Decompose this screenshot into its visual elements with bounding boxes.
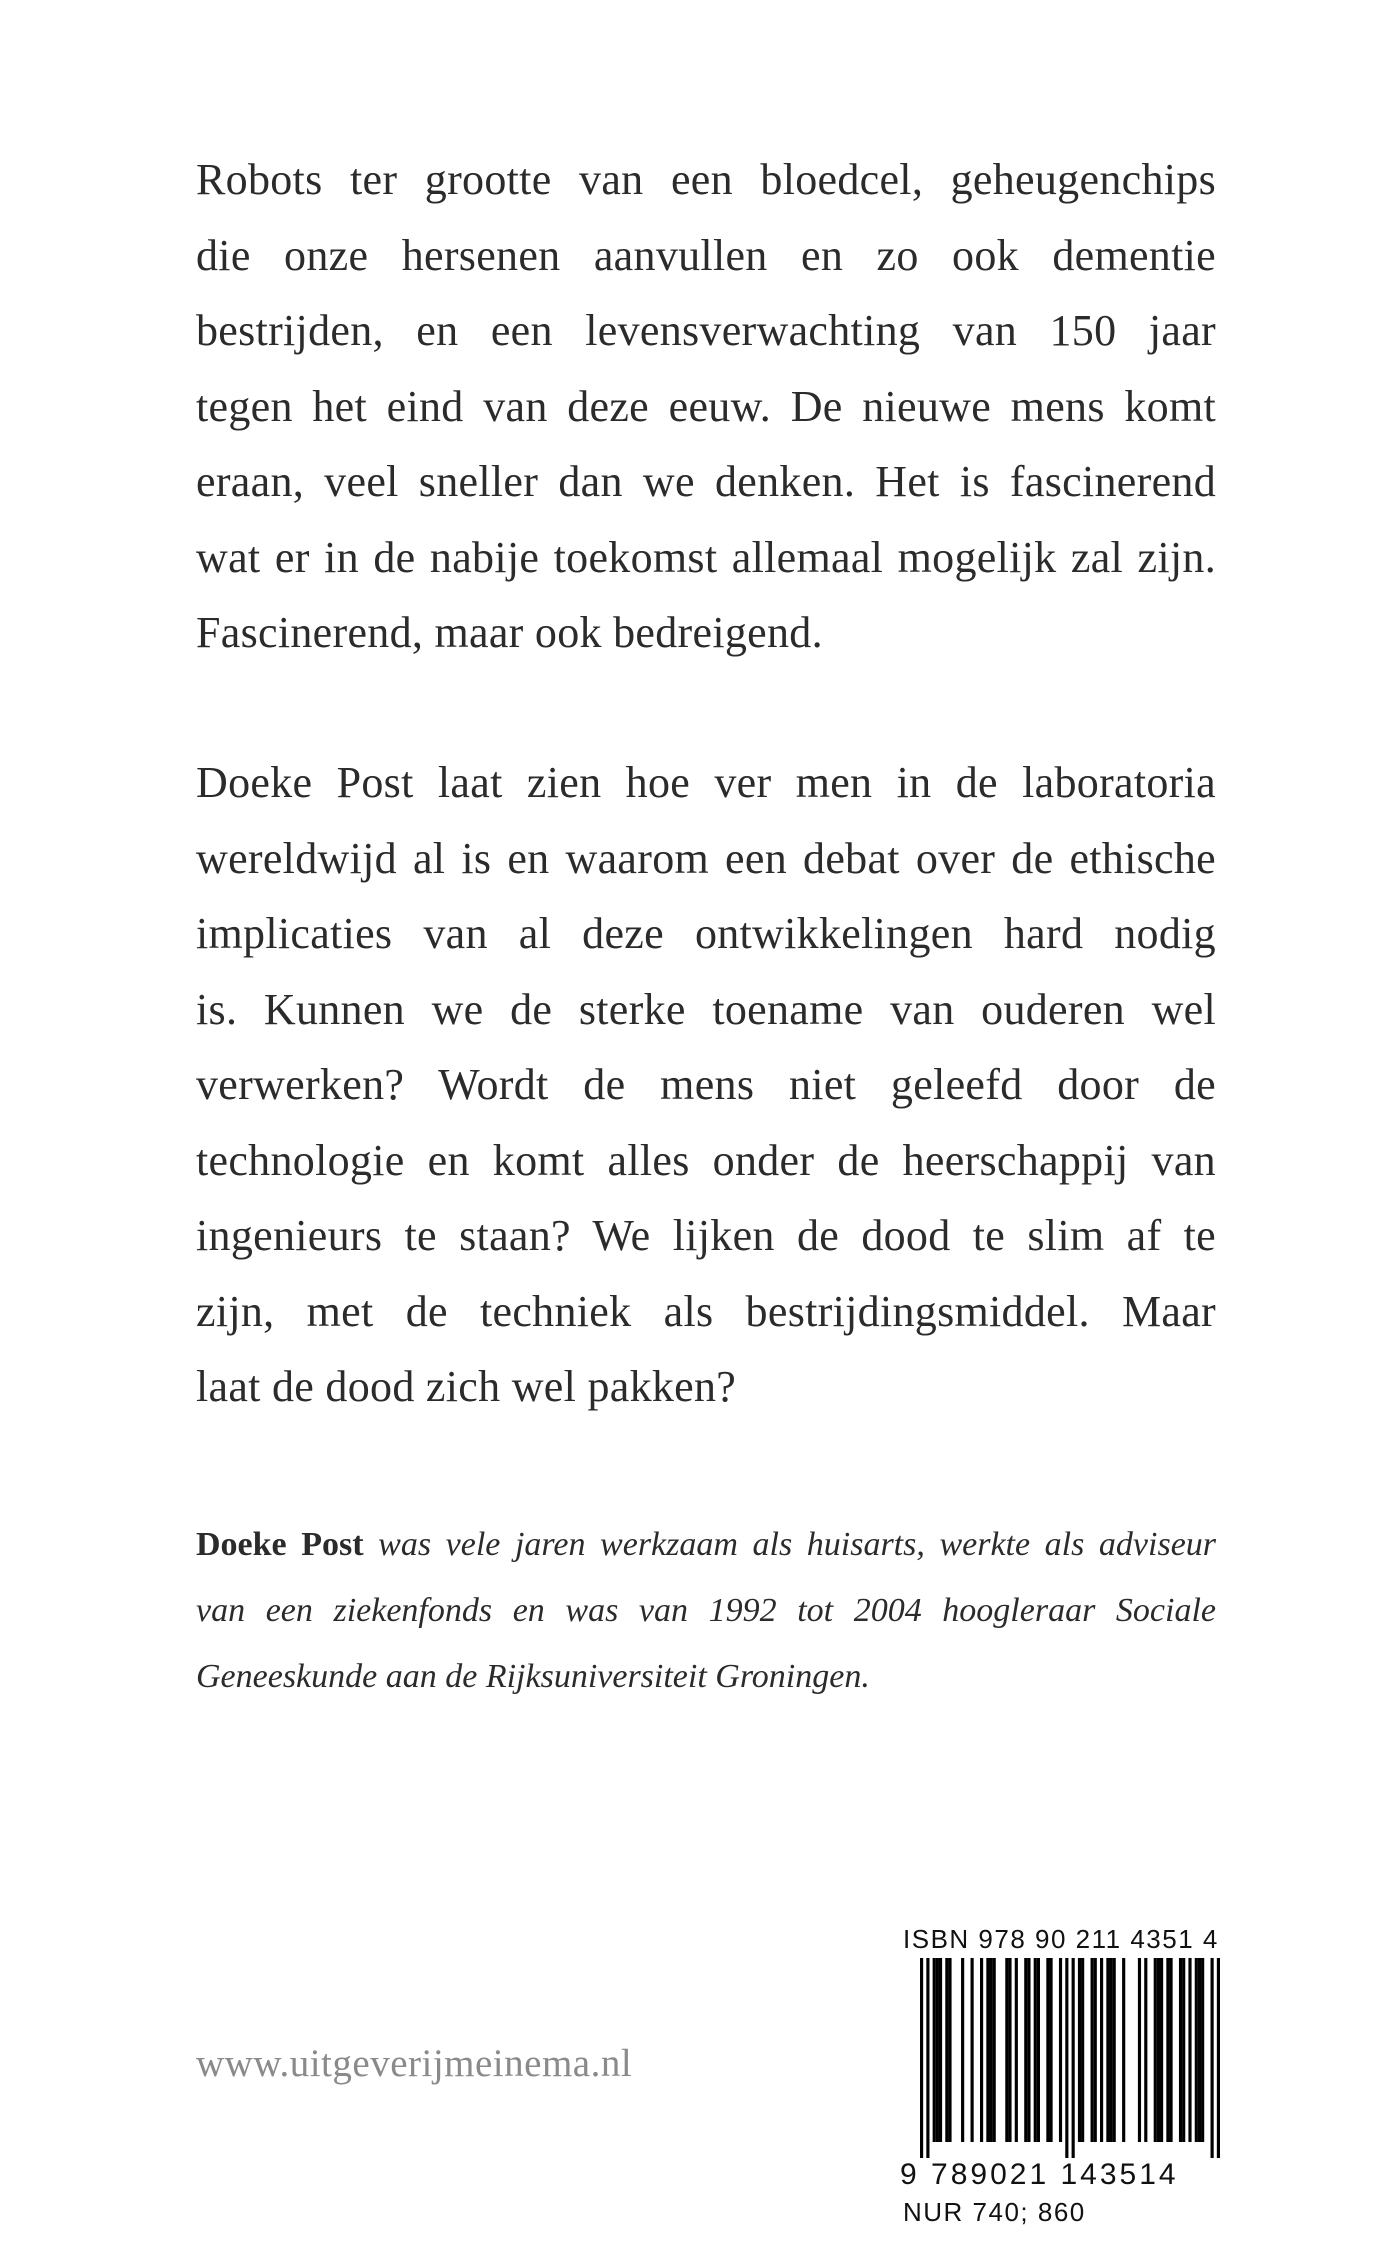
barcode-bar	[986, 1958, 989, 2142]
barcode-bar	[1109, 1958, 1112, 2142]
text-line: wereldwijd al is en waarom een debat over de ethische	[196, 833, 1216, 883]
text-line: eraan, veel sneller dan we denken. Het is fascinerend	[196, 457, 1216, 506]
barcode-bar	[961, 1958, 964, 2142]
blurb-paragraph-2	[196, 745, 1216, 1425]
bio-line: Geneeskunde aan de Rijksuniversiteit Groningen.	[196, 1658, 870, 1695]
text-line: die onze hersenen aanvullen en zo ook dementie	[196, 230, 1216, 280]
barcode-bar	[926, 1958, 929, 2158]
barcode-bar	[1037, 1958, 1040, 2142]
barcode-bar	[1179, 1958, 1182, 2142]
barcode-bar	[936, 1958, 939, 2142]
barcode-bar	[1049, 1958, 1052, 2142]
text-line: is. Kunnen we de sterke toename van ouderen wel	[196, 984, 1216, 1034]
barcode-bar	[945, 1958, 948, 2142]
bio-line	[196, 1512, 1216, 1578]
text-line: Doeke Post laat zien hoe ver men in de laboratoria	[196, 758, 1216, 807]
barcode-bar	[1046, 1958, 1049, 2142]
barcode-bar	[1027, 1958, 1030, 2142]
barcode-bar	[1008, 1958, 1011, 2142]
barcode-bar	[1198, 1958, 1201, 2142]
publisher-url[interactable]: www.uitgeverijmeinema.nl	[196, 2042, 633, 2085]
barcode-bar	[1100, 1958, 1103, 2142]
barcode-bar	[1154, 1958, 1157, 2142]
barcode	[920, 1958, 1220, 2158]
nur-code: NUR 740; 860	[903, 2197, 1086, 2227]
barcode-bar	[1201, 1958, 1204, 2142]
barcode-bar	[1106, 1958, 1109, 2142]
barcode-bar	[1034, 1958, 1037, 2142]
author-bio	[196, 1512, 1216, 1710]
barcode-bar	[1094, 1958, 1097, 2142]
barcode-bar	[1182, 1958, 1185, 2142]
barcode-bar	[1160, 1958, 1163, 2142]
barcode-bar	[920, 1958, 923, 2158]
barcode-bar	[1188, 1958, 1191, 2142]
barcode-bar	[1078, 1958, 1081, 2142]
barcode-bar	[1157, 1958, 1160, 2142]
isbn-label: ISBN 978 90 211 4351 4	[903, 1924, 1219, 1954]
text-line: Fascinerend, maar ook bedreigend.	[196, 608, 823, 657]
barcode-bar	[1015, 1958, 1018, 2142]
text-line: bestrijden, en een levensverwachting van 150 jaar	[196, 306, 1216, 355]
barcode-bar	[1005, 1958, 1008, 2142]
barcode-bar	[993, 1958, 996, 2142]
barcode-bar	[1072, 1958, 1075, 2158]
text-line: laat de dood zich wel pakken?	[196, 1362, 737, 1411]
text-line: tegen het eind van deze eeuw. De nieuwe mens komt	[196, 381, 1216, 431]
barcode-bar	[1065, 1958, 1068, 2158]
barcode-bar	[1081, 1958, 1084, 2142]
barcode-bar	[1195, 1958, 1198, 2142]
text-line: ingenieurs te staan? We lijken de dood te slim af te	[196, 1211, 1216, 1260]
bio-line: van een ziekenfonds en was van 1992 tot 2004 hoogleraar Sociale	[196, 1592, 1216, 1629]
barcode-bar	[1211, 1958, 1214, 2158]
text-line: Robots ter grootte van een bloedcel, geheugenchips	[196, 155, 1216, 204]
barcode-bar	[1059, 1958, 1062, 2142]
text-line: zijn, met de techniek als bestrijdingsmiddel. Maar	[196, 1286, 1216, 1336]
author-name: Doeke Post	[196, 1526, 364, 1563]
barcode-bar	[933, 1958, 936, 2142]
text-line: implicaties van al deze ontwikkelingen hard nodig	[196, 909, 1216, 958]
bio-text: was vele jaren werkzaam als huisarts, werkte als adviseur	[378, 1526, 1217, 1563]
barcode-bar	[1091, 1958, 1094, 2142]
barcode-bar	[1138, 1958, 1141, 2142]
barcode-bar	[1024, 1958, 1027, 2142]
barcode-bar	[939, 1958, 942, 2142]
text-line: wat er in de nabije toekomst allemaal mogelijk zal zijn.	[196, 532, 1216, 582]
barcode-bar	[971, 1958, 974, 2142]
barcode-bar	[980, 1958, 983, 2142]
text-line: verwerken? Wordt de mens niet geleefd door de	[196, 1060, 1216, 1109]
barcode-bar	[948, 1958, 951, 2142]
barcode-bar	[1113, 1958, 1116, 2142]
barcode-bar	[989, 1958, 992, 2142]
barcode-bar	[1122, 1958, 1125, 2142]
text-line: technologie en komt alles onder de heerschappij van	[196, 1135, 1216, 1185]
barcode-digits: 9 789021 143514	[900, 2158, 1179, 2191]
barcode-bar	[1169, 1958, 1172, 2142]
barcode-bar	[1166, 1958, 1169, 2142]
barcode-bar	[1144, 1958, 1147, 2142]
blurb-paragraph-1	[196, 142, 1216, 671]
barcode-bar	[1217, 1958, 1220, 2158]
